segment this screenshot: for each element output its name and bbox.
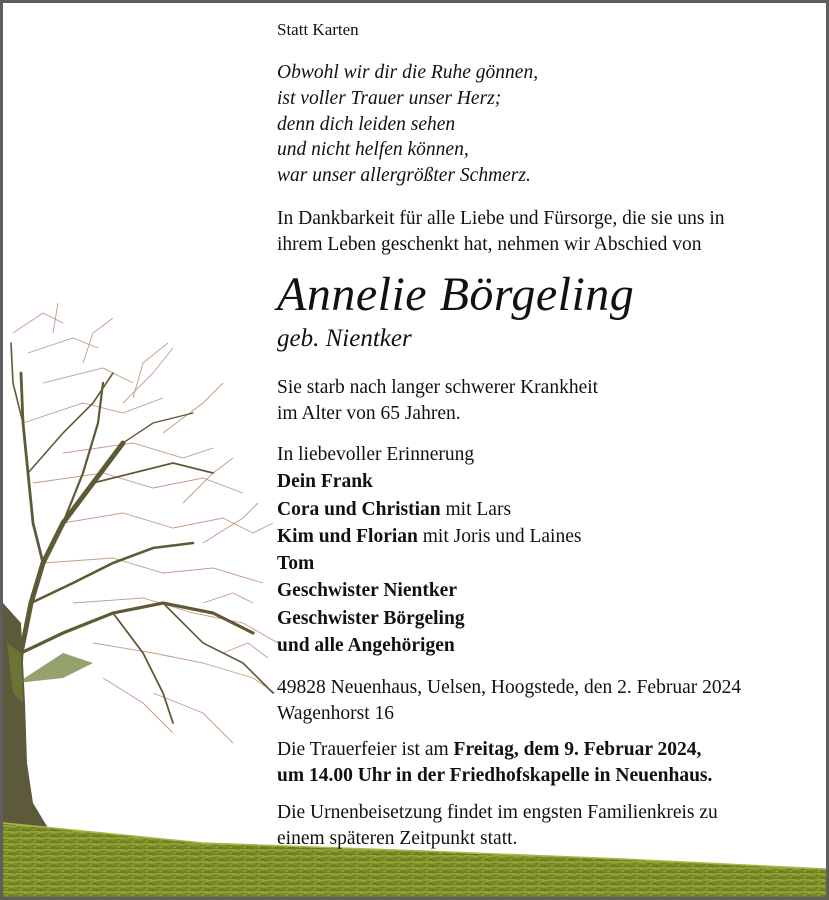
mourner-name: Cora und Christian [277,498,441,520]
mourner-item [277,577,581,604]
burial-line: Die Urnenbeisetzung findet im engsten Familienkreis zu [277,802,718,823]
funeral-date: Freitag, dem 9. Februar 2024, [453,739,702,760]
funeral-time-place: um 14.00 Uhr in der Friedhofskapelle in Neuenhaus. [277,765,713,786]
mourner-name: Geschwister Nientker [277,580,457,602]
mourner-item [277,550,581,577]
place-address [277,675,741,727]
deceased-name: Annelie Börgeling [277,268,635,321]
place-date: 49828 Neuenhaus, Uelsen, Hoogstede, den 2. Februar 2024 [277,677,742,698]
mourners-block [277,441,581,659]
memory-line: In liebevoller Erinnerung [277,444,475,465]
mourner-item [277,496,581,523]
mourner-extra: mit Lars [440,498,512,520]
burial-info [277,800,718,852]
mourner-name: und alle Angehörigen [277,635,455,657]
burial-line: einem späteren Zeitpunkt statt. [277,828,518,849]
mourner-name: Geschwister Börgeling [277,607,465,629]
mourner-item [277,632,581,659]
intro-text [277,206,724,258]
mourner-name: Dein Frank [277,471,373,493]
death-info-line: im Alter von 65 Jahren. [277,403,461,424]
poem-line: denn dich leiden sehen [277,113,456,135]
maiden-name: geb. Nientker [277,325,412,352]
intro-line: ihrem Leben geschenkt hat, nehmen wir Abschied von [277,234,702,255]
tree-trunk-icon [3,603,51,835]
mourner-item [277,523,581,550]
death-info [277,375,598,427]
funeral-prefix: Die Trauerfeier ist am [277,739,454,760]
mourner-extra: mit Joris und Laines [417,525,582,547]
tree-branches-icon [11,343,273,823]
funeral-info [277,737,712,789]
address: Wagenhorst 16 [277,703,395,724]
mourner-item [277,605,581,632]
poem-line: Obwohl wir dir die Ruhe gönnen, [277,62,539,83]
poem-line: war unser allergrößter Schmerz. [277,165,531,187]
mourner-item [277,468,581,495]
intro-line: In Dankbarkeit für alle Liebe und Fürsorge, die sie uns in [277,208,725,229]
poem-line: und nicht helfen können, [277,139,469,161]
death-info-line: Sie starb nach langer schwerer Krankheit [277,377,599,398]
mourner-name: Tom [277,553,315,575]
poem-line: ist voller Trauer unser Herz; [277,87,502,109]
obituary-notice [3,3,826,897]
mourner-name: Kim und Florian [277,525,418,547]
heading-statt-karten: Statt Karten [277,20,359,39]
poem [277,60,538,189]
